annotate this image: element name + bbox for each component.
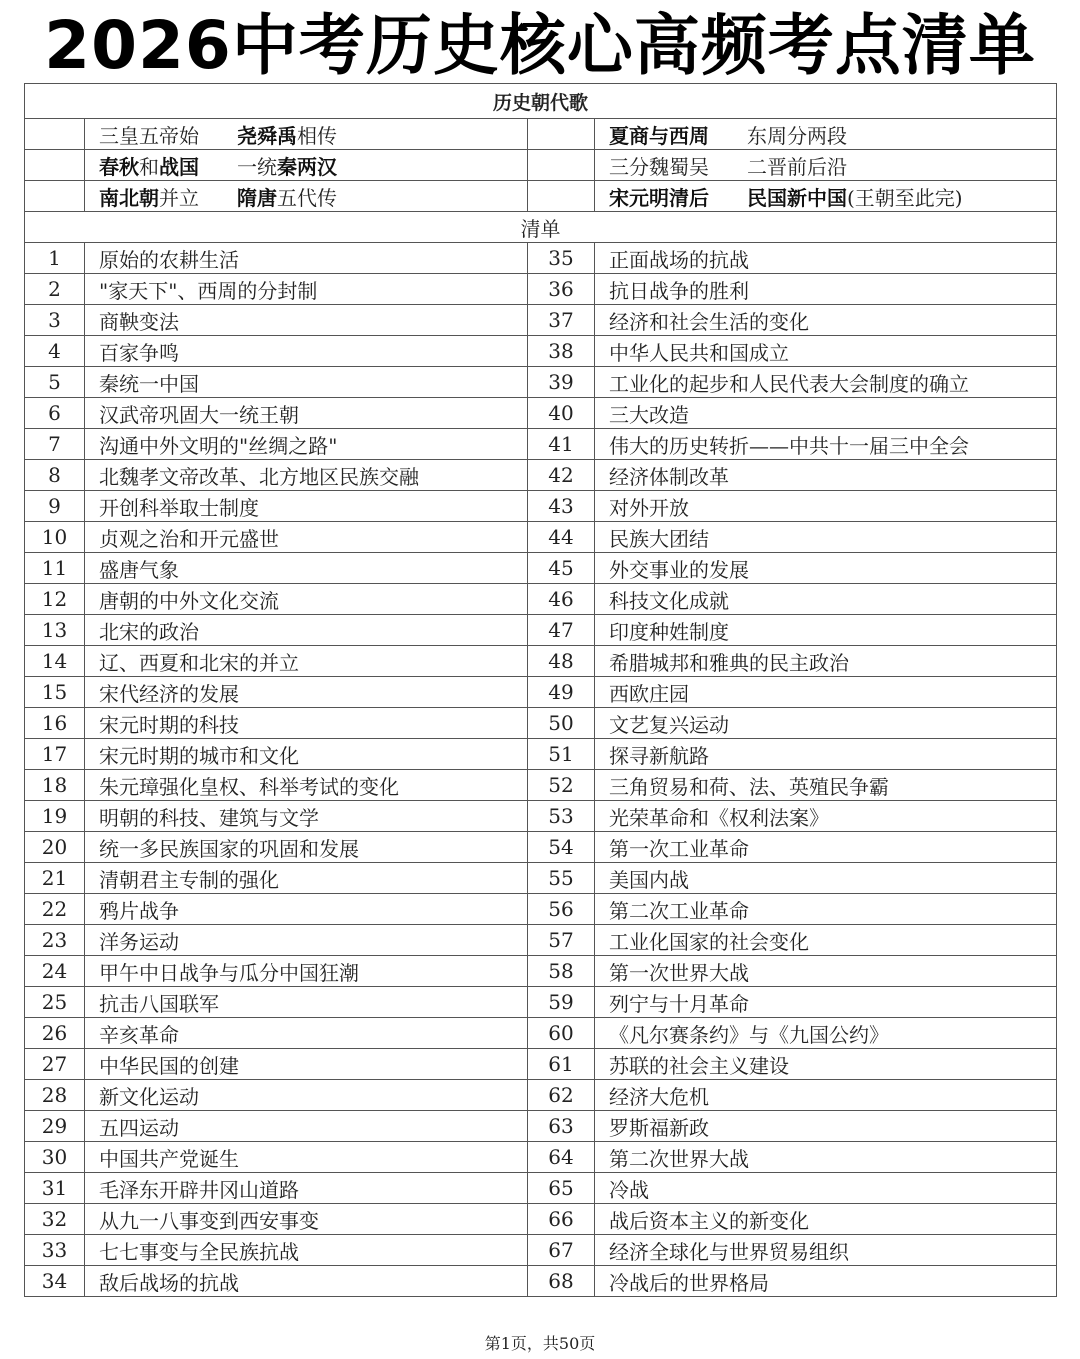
table-row: [25, 832, 1057, 863]
page-footer: 第1页，共50页: [484, 1334, 596, 1353]
item-number: 16: [25, 708, 85, 739]
item-number: 47: [528, 615, 595, 646]
song-blank-cell: [528, 119, 595, 150]
item-number: 34: [25, 1266, 85, 1297]
table-row: [25, 1111, 1057, 1142]
item-topic: 冷战: [595, 1173, 1057, 1204]
song-phrase: [99, 151, 237, 180]
table-row: [25, 553, 1057, 584]
item-topic: 原始的农耕生活: [85, 243, 528, 274]
item-number: 29: [25, 1111, 85, 1142]
song-phrase: [237, 155, 337, 179]
song-text: 三分魏蜀吴: [609, 154, 709, 179]
item-topic: 抗日战争的胜利: [595, 274, 1057, 305]
item-number: 60: [528, 1018, 595, 1049]
item-topic: 北魏孝文帝改革、北方地区民族交融: [85, 460, 528, 491]
item-number: 37: [528, 305, 595, 336]
item-number: 25: [25, 987, 85, 1018]
item-number: 68: [528, 1266, 595, 1297]
table-row: [25, 1173, 1057, 1204]
table-row: [25, 739, 1057, 770]
item-topic: 经济和社会生活的变化: [595, 305, 1057, 336]
item-number: 63: [528, 1111, 595, 1142]
song-text: 相传: [297, 123, 337, 148]
item-topic: 新文化运动: [85, 1080, 528, 1111]
item-topic: 民族大团结: [595, 522, 1057, 553]
item-topic: 宋代经济的发展: [85, 677, 528, 708]
item-number: 65: [528, 1173, 595, 1204]
item-topic: 唐朝的中外文化交流: [85, 584, 528, 615]
item-number: 24: [25, 956, 85, 987]
item-number: 22: [25, 894, 85, 925]
item-topic: 第一次世界大战: [595, 956, 1057, 987]
item-number: 53: [528, 801, 595, 832]
table-row: [25, 584, 1057, 615]
item-topic: 经济全球化与世界贸易组织: [595, 1235, 1057, 1266]
item-topic: 苏联的社会主义建设: [595, 1049, 1057, 1080]
table-row: [25, 274, 1057, 305]
item-topic: 中华民国的创建: [85, 1049, 528, 1080]
item-topic: 经济体制改革: [595, 460, 1057, 491]
table-row: [25, 1049, 1057, 1080]
item-number: 23: [25, 925, 85, 956]
song-left-line: [85, 150, 528, 181]
table-row: [25, 1235, 1057, 1266]
table-row: [25, 925, 1057, 956]
item-topic: 明朝的科技、建筑与文学: [85, 801, 528, 832]
item-number: 66: [528, 1204, 595, 1235]
table-row: [25, 491, 1057, 522]
item-topic: 第二次世界大战: [595, 1142, 1057, 1173]
item-topic: 对外开放: [595, 491, 1057, 522]
song-bold-text: 夏商与西周: [609, 123, 709, 148]
table-row: [25, 460, 1057, 491]
item-number: 57: [528, 925, 595, 956]
item-number: 32: [25, 1204, 85, 1235]
item-topic: 希腊城邦和雅典的民主政治: [595, 646, 1057, 677]
checklist-table: [24, 83, 1057, 1297]
item-topic: 抗击八国联军: [85, 987, 528, 1018]
item-number: 2: [25, 274, 85, 305]
song-blank-cell: [528, 150, 595, 181]
item-topic: 辽、西夏和北宋的并立: [85, 646, 528, 677]
table-row: [25, 956, 1057, 987]
item-number: 8: [25, 460, 85, 491]
table-row: [25, 1204, 1057, 1235]
song-text: 五代传: [277, 185, 337, 210]
item-topic: 贞观之治和开元盛世: [85, 522, 528, 553]
item-topic: 科技文化成就: [595, 584, 1057, 615]
table-row: [25, 522, 1057, 553]
item-topic: 清朝君主专制的强化: [85, 863, 528, 894]
item-number: 14: [25, 646, 85, 677]
item-number: 19: [25, 801, 85, 832]
item-number: 35: [528, 243, 595, 274]
table-row: [25, 708, 1057, 739]
song-bold-text: 春秋: [99, 154, 139, 179]
table-row: [25, 243, 1057, 274]
item-number: 11: [25, 553, 85, 584]
song-text: 并立: [159, 185, 199, 210]
song-blank-cell: [25, 150, 85, 181]
item-number: 5: [25, 367, 85, 398]
song-row: [25, 181, 1057, 212]
item-number: 20: [25, 832, 85, 863]
item-number: 49: [528, 677, 595, 708]
item-number: 54: [528, 832, 595, 863]
song-bold-text: 南北朝: [99, 185, 159, 210]
item-number: 33: [25, 1235, 85, 1266]
item-topic: 中华人民共和国成立: [595, 336, 1057, 367]
item-topic: 商鞅变法: [85, 305, 528, 336]
item-number: 58: [528, 956, 595, 987]
item-number: 18: [25, 770, 85, 801]
song-header-row: [25, 84, 1057, 119]
item-topic: 从九一八事变到西安事变: [85, 1204, 528, 1235]
item-number: 7: [25, 429, 85, 460]
item-number: 27: [25, 1049, 85, 1080]
item-topic: "家天下"、西周的分封制: [85, 274, 528, 305]
table-row: [25, 336, 1057, 367]
table-row: [25, 770, 1057, 801]
item-number: 12: [25, 584, 85, 615]
item-topic: 探寻新航路: [595, 739, 1057, 770]
item-number: 38: [528, 336, 595, 367]
table-row: [25, 1018, 1057, 1049]
list-header: 清单: [25, 212, 1057, 243]
item-number: 64: [528, 1142, 595, 1173]
item-topic: 宋元时期的城市和文化: [85, 739, 528, 770]
item-topic: 洋务运动: [85, 925, 528, 956]
table-row: [25, 801, 1057, 832]
item-topic: 汉武帝巩固大一统王朝: [85, 398, 528, 429]
item-topic: 沟通中外文明的"丝绸之路": [85, 429, 528, 460]
item-number: 21: [25, 863, 85, 894]
item-number: 45: [528, 553, 595, 584]
item-topic: 朱元璋强化皇权、科举考试的变化: [85, 770, 528, 801]
song-phrase: [747, 186, 963, 210]
table-row: [25, 863, 1057, 894]
page-title: 2026中考历史核心高频考点清单: [44, 7, 1036, 84]
item-number: 50: [528, 708, 595, 739]
song-row: [25, 150, 1057, 181]
item-topic: 中国共产党诞生: [85, 1142, 528, 1173]
item-number: 9: [25, 491, 85, 522]
item-number: 41: [528, 429, 595, 460]
item-number: 42: [528, 460, 595, 491]
song-text: 和: [139, 154, 159, 179]
item-topic: 宋元时期的科技: [85, 708, 528, 739]
item-number: 40: [528, 398, 595, 429]
table-row: [25, 367, 1057, 398]
song-phrase: [609, 151, 747, 180]
item-topic: 三角贸易和荷、法、英殖民争霸: [595, 770, 1057, 801]
table-row: [25, 646, 1057, 677]
song-text: 一统: [237, 154, 277, 179]
item-topic: 百家争鸣: [85, 336, 528, 367]
song-bold-text: 民国新中国: [747, 185, 847, 210]
item-topic: 战后资本主义的新变化: [595, 1204, 1057, 1235]
item-topic: 美国内战: [595, 863, 1057, 894]
table-row: [25, 894, 1057, 925]
table-row: [25, 987, 1057, 1018]
item-topic: 开创科举取士制度: [85, 491, 528, 522]
item-number: 52: [528, 770, 595, 801]
item-number: 46: [528, 584, 595, 615]
song-left-line: [85, 181, 528, 212]
table-row: [25, 1266, 1057, 1297]
item-number: 4: [25, 336, 85, 367]
item-number: 28: [25, 1080, 85, 1111]
item-topic: 第二次工业革命: [595, 894, 1057, 925]
item-topic: 辛亥革命: [85, 1018, 528, 1049]
song-left-line: [85, 119, 528, 150]
item-topic: 外交事业的发展: [595, 553, 1057, 584]
table-row: [25, 677, 1057, 708]
song-blank-cell: [25, 119, 85, 150]
item-number: 10: [25, 522, 85, 553]
song-blank-cell: [25, 181, 85, 212]
item-topic: 三大改造: [595, 398, 1057, 429]
item-number: 56: [528, 894, 595, 925]
table-row: [25, 615, 1057, 646]
song-right-line: [595, 181, 1057, 212]
song-phrase: [609, 120, 747, 149]
item-number: 39: [528, 367, 595, 398]
item-topic: 北宋的政治: [85, 615, 528, 646]
item-number: 17: [25, 739, 85, 770]
item-topic: 正面战场的抗战: [595, 243, 1057, 274]
item-number: 62: [528, 1080, 595, 1111]
item-number: 30: [25, 1142, 85, 1173]
song-bold-text: 尧舜禹: [237, 123, 297, 148]
item-topic: 《凡尔赛条约》与《九国公约》: [595, 1018, 1057, 1049]
song-text: 东周分两段: [747, 123, 847, 148]
song-row: [25, 119, 1057, 150]
song-text: 三皇五帝始: [99, 123, 199, 148]
item-topic: 五四运动: [85, 1111, 528, 1142]
table-row: [25, 305, 1057, 336]
list-header-row: [25, 212, 1057, 243]
item-topic: 秦统一中国: [85, 367, 528, 398]
item-topic: 七七事变与全民族抗战: [85, 1235, 528, 1266]
item-number: 36: [528, 274, 595, 305]
song-bold-text: 战国: [159, 154, 199, 179]
song-header: 历史朝代歌: [25, 84, 1057, 119]
item-topic: 工业化的起步和人民代表大会制度的确立: [595, 367, 1057, 398]
item-number: 55: [528, 863, 595, 894]
song-blank-cell: [528, 181, 595, 212]
item-number: 1: [25, 243, 85, 274]
song-phrase: [609, 182, 747, 211]
song-phrase: [99, 182, 237, 211]
item-number: 6: [25, 398, 85, 429]
song-text: 二晋前后沿: [747, 154, 847, 179]
item-topic: 鸦片战争: [85, 894, 528, 925]
item-topic: 经济大危机: [595, 1080, 1057, 1111]
song-phrase: [747, 124, 847, 148]
song-phrase: [237, 186, 337, 210]
table-row: [25, 1080, 1057, 1111]
song-phrase: [99, 120, 237, 149]
item-number: 26: [25, 1018, 85, 1049]
item-topic: 统一多民族国家的巩固和发展: [85, 832, 528, 863]
item-topic: 西欧庄园: [595, 677, 1057, 708]
item-number: 3: [25, 305, 85, 336]
item-topic: 甲午中日战争与瓜分中国狂潮: [85, 956, 528, 987]
song-bold-text: 隋唐: [237, 185, 277, 210]
song-text: (王朝至此完): [847, 185, 963, 210]
item-topic: 列宁与十月革命: [595, 987, 1057, 1018]
song-phrase: [237, 124, 337, 148]
item-topic: 冷战后的世界格局: [595, 1266, 1057, 1297]
item-number: 44: [528, 522, 595, 553]
song-right-line: [595, 150, 1057, 181]
song-bold-text: 宋元明清后: [609, 185, 709, 210]
item-number: 51: [528, 739, 595, 770]
item-topic: 盛唐气象: [85, 553, 528, 584]
item-topic: 光荣革命和《权利法案》: [595, 801, 1057, 832]
item-topic: 敌后战场的抗战: [85, 1266, 528, 1297]
item-topic: 第一次工业革命: [595, 832, 1057, 863]
item-number: 31: [25, 1173, 85, 1204]
item-topic: 工业化国家的社会变化: [595, 925, 1057, 956]
item-number: 48: [528, 646, 595, 677]
item-number: 59: [528, 987, 595, 1018]
table-row: [25, 429, 1057, 460]
song-phrase: [747, 155, 847, 179]
song-bold-text: 秦两汉: [277, 154, 337, 179]
item-number: 43: [528, 491, 595, 522]
song-right-line: [595, 119, 1057, 150]
item-number: 67: [528, 1235, 595, 1266]
item-topic: 罗斯福新政: [595, 1111, 1057, 1142]
table-row: [25, 398, 1057, 429]
table-row: [25, 1142, 1057, 1173]
item-number: 61: [528, 1049, 595, 1080]
item-topic: 伟大的历史转折——中共十一届三中全会: [595, 429, 1057, 460]
item-number: 13: [25, 615, 85, 646]
item-topic: 毛泽东开辟井冈山道路: [85, 1173, 528, 1204]
item-topic: 文艺复兴运动: [595, 708, 1057, 739]
item-number: 15: [25, 677, 85, 708]
item-topic: 印度种姓制度: [595, 615, 1057, 646]
